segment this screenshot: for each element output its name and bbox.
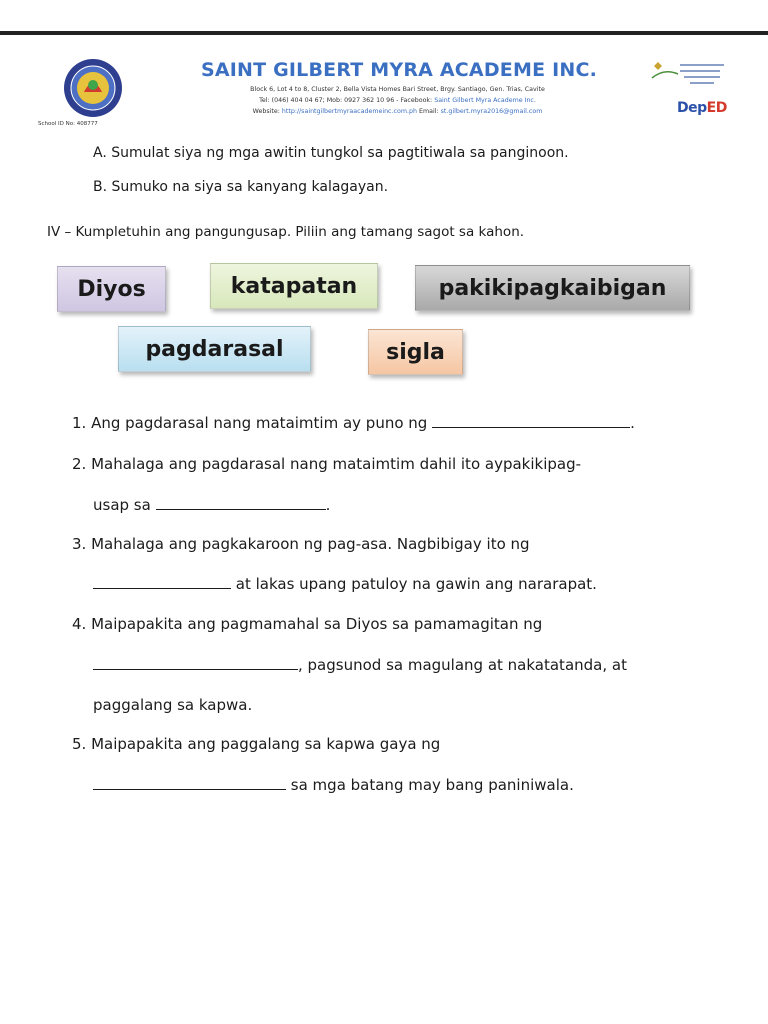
question-1: 1. Ang pagdarasal nang mataimtim ay puno ng . [72,414,635,432]
word-box-katapatan: katapatan [210,263,378,309]
partner-logo-icon [650,60,730,90]
word-box-sigla: sigla [368,329,463,375]
answer-blank-4[interactable] [93,657,298,670]
top-rule [0,31,768,35]
deped-logo: DepED [677,100,727,116]
word-box-diyos: Diyos [57,266,166,312]
school-contact: Tel: (046) 404 04 67; Mob: 0927 362 10 96 - Facebook: Saint Gilbert Myra Academe Inc. [259,97,536,104]
question-3: 3. Mahalaga ang pagkakaroon ng pag-asa. Nagbibigay ito ng [72,535,530,553]
question-2-cont: usap sa . [93,496,331,514]
option-b: B. Sumuko na siya sa kanyang kalagayan. [93,179,389,195]
question-5-cont: sa mga batang may bang paniniwala. [93,776,574,794]
answer-blank-1[interactable] [432,415,630,428]
school-address: Block 6, Lot 4 to 8, Cluster 2, Bella Vista Homes Bari Street, Brgy. Santiago, Gen. Trias, Cavite [250,86,545,93]
question-5: 5. Maipapakita ang paggalang sa kapwa gaya ng [72,735,441,753]
website-link[interactable]: http://saintgilbertmyraacademeinc.com.ph [281,108,417,115]
question-4-cont: , pagsunod sa magulang at nakatatanda, at [93,656,627,674]
question-3-cont: at lakas upang patuloy na gawin ang nararapat. [93,575,597,593]
school-web: Website: http://saintgilbertmyraacademeinc.com.ph Email: st.gilbert.myra2016@gmail.com [252,108,543,115]
school-name: SAINT GILBERT MYRA ACADEME INC. [200,59,598,81]
email-link[interactable]: st.gilbert.myra2016@gmail.com [440,108,543,115]
facebook-link[interactable]: Saint Gilbert Myra Academe Inc. [434,97,536,104]
section-instruction: IV – Kumpletuhin ang pangungusap. Piliin ang tamang sagot sa kahon. [47,224,525,240]
answer-blank-5[interactable] [93,777,286,790]
question-2: 2. Mahalaga ang pagdarasal nang mataimtim dahil ito aypakikipag- [72,455,582,473]
question-4-end: paggalang sa kapwa. [93,696,253,714]
word-box-pakikipagkaibigan: pakikipagkaibigan [415,265,690,311]
question-4: 4. Maipapakita ang pagmamahal sa Diyos sa pamamagitan ng [72,615,543,633]
answer-blank-2[interactable] [156,497,326,510]
school-id: School ID No: 408777 [38,121,98,127]
answer-blank-3[interactable] [93,576,231,589]
word-box-pagdarasal: pagdarasal [118,326,311,372]
option-a: A. Sumulat siya ng mga awitin tungkol sa pagtitiwala sa panginoon. [93,145,569,161]
